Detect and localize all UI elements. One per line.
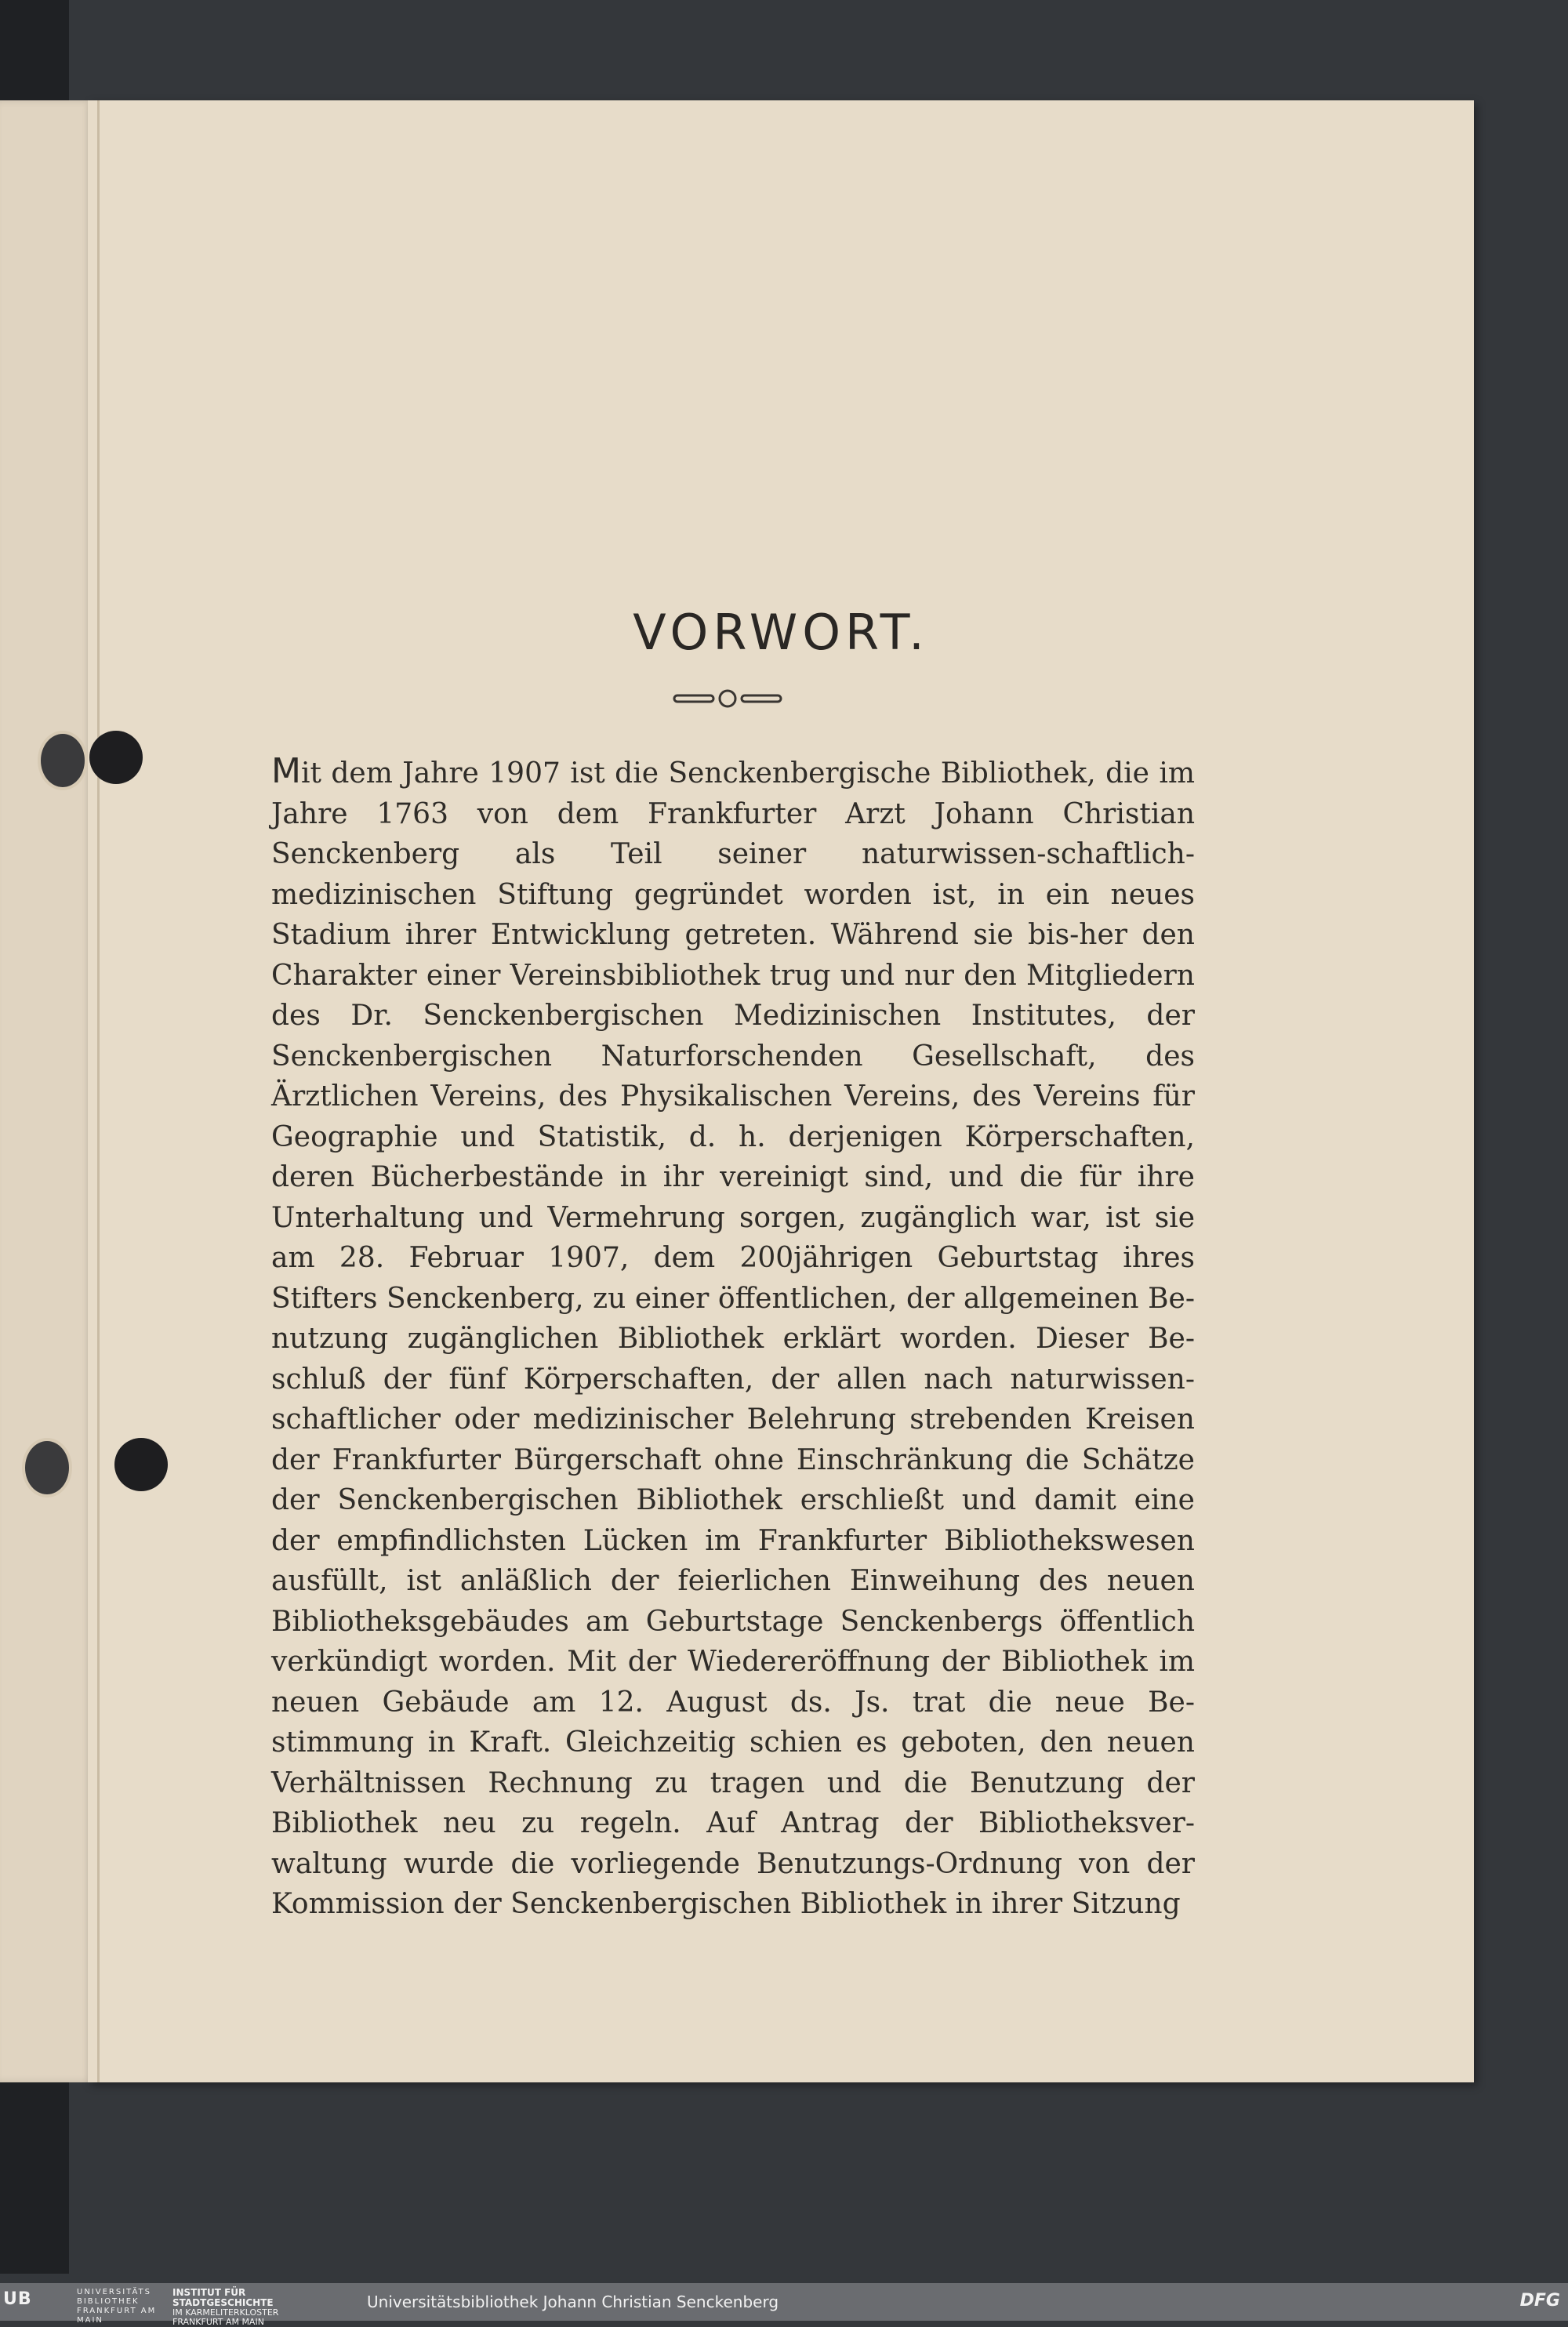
ornament-divider-icon [673, 687, 782, 710]
punch-hole-left-lower [22, 1438, 72, 1497]
institute-name: INSTITUT FÜR STADTGESCHICHTE [172, 2287, 274, 2308]
dfg-logo[interactable]: DFG [1519, 2291, 1560, 2311]
page-title: VORWORT. [633, 604, 929, 661]
institute-subtitle: IM KARMELITERKLOSTER FRANKFURT AM MAIN [172, 2307, 279, 2327]
preface-paragraph [271, 751, 1195, 1925]
punch-hole-lower [114, 1438, 168, 1491]
initial-letter: M [271, 751, 301, 791]
institute-logo[interactable] [172, 2288, 329, 2327]
paragraph-text: it dem Jahre 1907 ist die Senckenbergische Bibliothek, die im Jahre 1763 von dem Frankfurter Arzt Johann Christian Senckenberg als Teil seiner naturwissen-schaftlich-medizinischen Stiftung gegründet worden ist, in ein neues Stadium ihrer Entwicklung getreten. Während sie bis-her den Charakter einer Vereinsbibliothek trug und nur den Mitgliedern des Dr. Senckenbergischen Medizinischen Institutes, der Senckenbergischen Naturforschenden Gesellschaft, des Ärztlichen Vereins, des Physikalischen Vereins, des Vereins für Geographie und Statistik, d. h. derjenigen Körperschaften, deren Bücherbestände in ihr vereinigt sind, und die für ihre Unterhaltung und Vermehrung sorgen, zugänglich war, ist sie am 28. Februar 1907, dem 200jährigen Geburtstag ihres Stifters Senckenberg, zu einer öffentlichen, der allgemeinen Be-nutzung zugänglichen Bibliothek erklärt worden. Dieser Be-schluß der fünf Körperschaften, der allen nach naturwissen-schaftlicher oder medizinischer Belehrung strebenden Kreisen der Frankfurter Bürgerschaft ohne Einschränkung die Schätze der Senckenbergischen Bibliothek erschließt und damit eine der empfindlichsten Lücken im Frankfurter Bibliothekswesen ausfüllt, ist anläßlich der feierlichen Einweihung des neuen Bibliotheksgebäudes am Geburtstage Senckenbergs öffentlich verkündigt worden. Mit der Wiedereröffnung der Bibliothek im neuen Gebäude am 12. August ds. Js. trat die neue Be-stimmung in Kraft. Gleichzeitig schien es geboten, den neuen Verhältnissen Rechnung zu tragen und die Benutzung der Bibliothek neu zu regeln. Auf Antrag der Bibliotheksver-waltung wurde die vorliegende Benutzungs-Ordnung von der Kommission der Senckenbergischen Bibliothek in ihrer Sitzung [271, 757, 1195, 1920]
punch-hole-left-upper [38, 731, 88, 790]
punch-hole-upper [89, 731, 143, 784]
library-name: Universitätsbibliothek Johann Christian Senckenberg [367, 2293, 779, 2311]
footer-bar [0, 2283, 1568, 2327]
previous-page-edge [0, 100, 97, 2082]
ub-name: UNIVERSITÄTS BIBLIOTHEK FRANKFURT AM MAIN [77, 2288, 157, 2325]
page-fold-line [97, 100, 100, 2082]
ub-logo[interactable]: UB [3, 2289, 32, 2309]
